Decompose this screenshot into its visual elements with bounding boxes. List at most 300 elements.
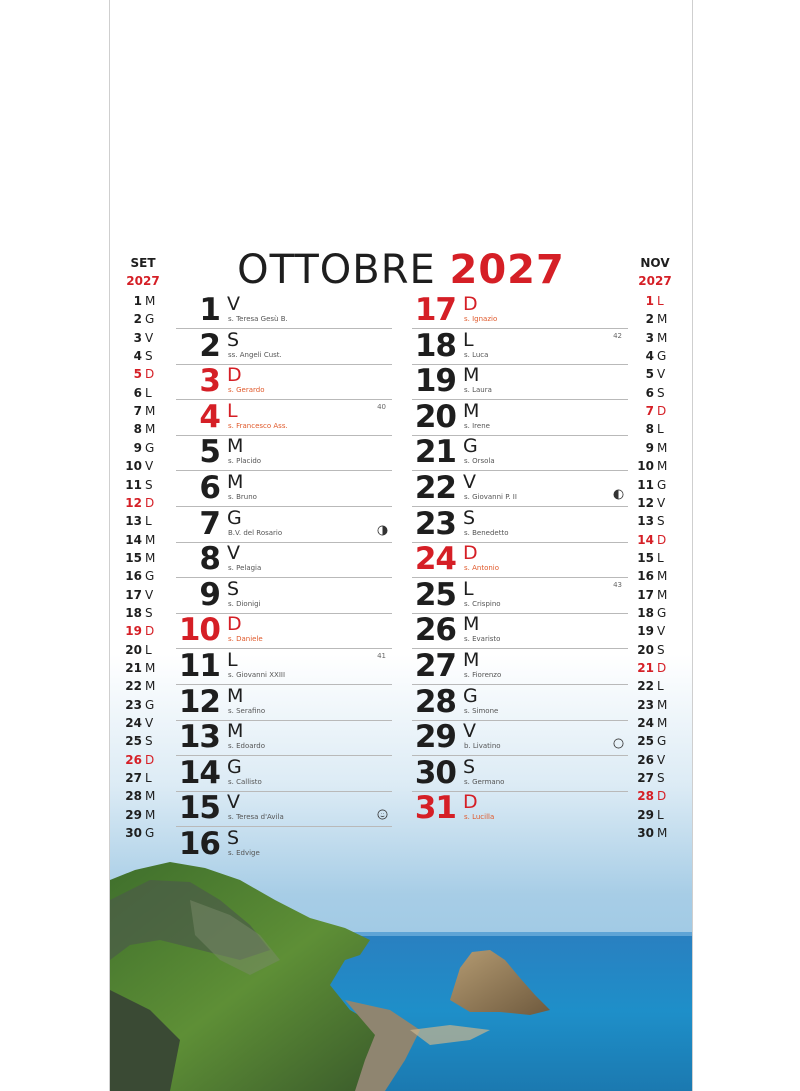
- moon-phase-icon: [613, 734, 624, 745]
- weekday-letter: M: [463, 399, 480, 422]
- day-row: [176, 719, 392, 756]
- saint-name: s. Evaristo: [464, 635, 501, 644]
- mini-day-row: [114, 533, 172, 551]
- day-number: 1: [199, 292, 220, 328]
- mini-day-row: [114, 294, 172, 312]
- mini-day-row: [626, 606, 684, 624]
- saint-name: s. Giovanni P. II: [464, 493, 517, 501]
- mini-weekday-letter: L: [145, 642, 152, 657]
- mini-day-number: 5: [133, 367, 142, 382]
- day-number: 16: [178, 826, 220, 862]
- saint-name: s. Antonio: [464, 564, 500, 573]
- saint-name: s. Ignazio: [464, 315, 498, 323]
- mini-day-number: 1: [645, 294, 654, 308]
- weekday-letter: L: [227, 399, 238, 422]
- mini-day-row: [114, 826, 172, 844]
- weekday-letter: M: [463, 613, 480, 636]
- mini-weekday-letter: S: [145, 477, 153, 492]
- mini-weekday-letter: G: [657, 605, 667, 620]
- previous-month-year: 2027: [126, 274, 160, 288]
- mini-day-row: [626, 349, 684, 367]
- day-row: [176, 328, 392, 365]
- mini-day-row: [114, 771, 172, 789]
- mini-day-number: 24: [637, 716, 654, 731]
- day-number: 21: [414, 434, 456, 471]
- day-row: [176, 399, 392, 436]
- mini-day-row: [114, 367, 172, 385]
- mini-day-number: 26: [125, 752, 142, 767]
- mini-day-number: 19: [637, 624, 654, 639]
- day-row: [412, 399, 628, 436]
- mini-day-row: [626, 514, 684, 532]
- mini-day-row: [626, 441, 684, 459]
- mini-day-number: 12: [125, 495, 142, 510]
- mini-weekday-letter: M: [145, 550, 156, 565]
- day-number: 7: [199, 505, 220, 542]
- mini-weekday-letter: L: [657, 679, 664, 694]
- mini-day-number: 7: [133, 404, 142, 419]
- day-row: [412, 434, 628, 471]
- mini-weekday-letter: V: [145, 716, 154, 731]
- mini-day-row: [114, 679, 172, 697]
- mini-day-row: [626, 569, 684, 587]
- week-number: 41: [377, 652, 386, 660]
- saint-name: s. Simone: [464, 706, 499, 715]
- saint-name: s. Dionigi: [228, 599, 261, 608]
- day-row: [176, 506, 392, 543]
- weekday-letter: S: [463, 506, 476, 529]
- saint-name: s. Giovanni XXIII: [228, 671, 286, 679]
- mini-day-number: 27: [125, 771, 142, 786]
- mini-day-number: 18: [125, 605, 142, 620]
- saint-name: s. Laura: [464, 386, 492, 395]
- mini-weekday-letter: V: [657, 624, 666, 639]
- mini-day-number: 15: [125, 550, 142, 565]
- mini-weekday-letter: L: [145, 771, 152, 786]
- moon-phase-icon: [377, 805, 388, 816]
- mini-day-row: [114, 643, 172, 661]
- mini-day-row: [626, 551, 684, 569]
- day-number: 18: [414, 327, 456, 364]
- mini-day-number: 28: [125, 789, 142, 804]
- mini-day-row: [114, 459, 172, 477]
- weekday-letter: M: [463, 364, 480, 387]
- mini-weekday-letter: L: [657, 550, 664, 565]
- mini-weekday-letter: M: [657, 587, 668, 602]
- mini-weekday-letter: M: [657, 826, 668, 841]
- mini-weekday-letter: V: [145, 587, 154, 602]
- saint-name: s. Teresa Gesù B.: [228, 315, 288, 323]
- mini-day-number: 25: [125, 734, 142, 749]
- mini-day-number: 9: [133, 440, 142, 455]
- mini-weekday-letter: M: [145, 422, 156, 437]
- weekday-letter: V: [463, 471, 476, 493]
- saint-name: s. Teresa d'Avila: [228, 813, 284, 822]
- mini-day-row: [626, 367, 684, 385]
- saint-name: s. Fiorenzo: [464, 671, 502, 679]
- saint-name: B.V. del Rosario: [228, 528, 283, 537]
- day-number: 5: [199, 434, 220, 471]
- mini-day-row: [626, 533, 684, 551]
- weekday-letter: D: [227, 613, 242, 636]
- mini-weekday-letter: D: [657, 532, 667, 547]
- saint-name: ss. Angeli Cust.: [228, 350, 282, 359]
- day-number: 31: [414, 790, 456, 827]
- mini-day-number: 8: [645, 422, 654, 437]
- saint-name: s. Edoardo: [228, 742, 266, 751]
- day-number: 11: [178, 648, 220, 684]
- saint-name: s. Crispino: [464, 599, 501, 608]
- mini-day-row: [626, 734, 684, 752]
- mini-day-number: 23: [125, 697, 142, 712]
- mini-day-row: [626, 331, 684, 349]
- weekday-letter: S: [463, 755, 476, 778]
- mini-weekday-letter: L: [657, 422, 664, 437]
- day-row: [176, 826, 392, 862]
- mini-weekday-letter: G: [145, 697, 155, 712]
- mini-weekday-letter: G: [145, 569, 155, 584]
- mini-day-row: [626, 459, 684, 477]
- mini-day-number: 21: [637, 661, 654, 675]
- mini-day-row: [626, 478, 684, 496]
- mini-day-number: 2: [133, 312, 142, 327]
- mini-day-row: [114, 349, 172, 367]
- day-number: 24: [414, 541, 456, 578]
- mini-day-row: [114, 386, 172, 404]
- saint-name: s. Germano: [464, 777, 505, 786]
- mini-weekday-letter: V: [657, 495, 666, 510]
- week-number: 40: [377, 402, 386, 411]
- weekday-letter: M: [227, 720, 244, 743]
- mini-day-number: 22: [125, 679, 142, 694]
- mini-day-number: 15: [637, 550, 654, 565]
- mini-day-number: 13: [125, 514, 142, 529]
- weekday-letter: L: [463, 577, 474, 600]
- mini-weekday-letter: M: [657, 716, 668, 731]
- mini-weekday-letter: S: [145, 734, 153, 749]
- mini-day-number: 14: [125, 532, 142, 547]
- mini-weekday-letter: L: [145, 514, 152, 529]
- mini-weekday-letter: M: [145, 294, 156, 308]
- mini-day-row: [626, 753, 684, 771]
- weekday-letter: V: [227, 542, 240, 565]
- day-row: [176, 292, 392, 329]
- mini-day-number: 20: [125, 642, 142, 657]
- weekday-letter: G: [463, 684, 478, 707]
- mini-day-number: 28: [637, 789, 654, 804]
- day-number: 15: [178, 790, 220, 827]
- next-month-name: NOV: [640, 256, 670, 270]
- mini-day-row: [626, 624, 684, 642]
- weekday-letter: L: [463, 328, 474, 351]
- mini-day-row: [114, 496, 172, 514]
- mini-weekday-letter: G: [145, 312, 155, 327]
- saint-name: s. Edvige: [228, 849, 260, 857]
- mini-weekday-letter: S: [657, 514, 665, 529]
- mini-day-row: [114, 716, 172, 734]
- mini-day-number: 5: [645, 367, 654, 382]
- day-row: [412, 506, 628, 543]
- moon-phase-icon: [613, 485, 624, 496]
- mini-weekday-letter: D: [145, 752, 155, 767]
- next-month-year: 2027: [638, 274, 672, 288]
- mini-day-row: [114, 404, 172, 422]
- mini-day-row: [626, 789, 684, 807]
- weekday-letter: S: [227, 577, 240, 600]
- saint-name: s. Daniele: [228, 635, 263, 644]
- mini-weekday-letter: D: [657, 661, 667, 675]
- mini-weekday-letter: D: [657, 404, 667, 419]
- mini-day-number: 19: [125, 624, 142, 639]
- day-row: [412, 790, 628, 826]
- saint-name: s. Bruno: [228, 493, 257, 501]
- mini-day-number: 18: [637, 605, 654, 620]
- day-number: 10: [178, 612, 220, 649]
- mini-weekday-letter: M: [657, 459, 668, 474]
- day-row: [412, 363, 628, 400]
- weekday-letter: G: [227, 506, 242, 529]
- mini-weekday-letter: M: [145, 532, 156, 547]
- day-number: 20: [414, 398, 456, 435]
- weekday-letter: D: [463, 293, 478, 315]
- saint-name: s. Francesco Ass.: [228, 421, 288, 430]
- mini-day-number: 26: [637, 752, 654, 767]
- mini-day-number: 29: [637, 807, 654, 822]
- mini-day-row: [626, 294, 684, 312]
- mini-weekday-letter: S: [657, 642, 665, 657]
- mini-weekday-letter: G: [657, 349, 667, 364]
- mini-day-number: 17: [125, 587, 142, 602]
- saint-name: s. Pelagia: [228, 564, 262, 573]
- mini-day-number: 13: [637, 514, 654, 529]
- mini-day-row: [114, 441, 172, 459]
- saint-name: s. Gerardo: [228, 386, 265, 395]
- mini-weekday-letter: M: [657, 569, 668, 584]
- day-row: [176, 434, 392, 471]
- mini-day-row: [114, 588, 172, 606]
- saint-name: s. Orsola: [464, 457, 495, 466]
- weekday-letter: G: [227, 755, 242, 778]
- month-name: OTTOBRE: [237, 247, 436, 293]
- day-number: 4: [199, 398, 220, 435]
- day-number: 13: [178, 719, 220, 756]
- mini-day-number: 22: [637, 679, 654, 694]
- weekday-letter: D: [463, 791, 478, 814]
- mini-day-row: [114, 698, 172, 716]
- mini-weekday-letter: L: [657, 807, 664, 822]
- mini-weekday-letter: L: [145, 385, 152, 400]
- mini-day-number: 16: [637, 569, 654, 584]
- weekday-letter: G: [463, 435, 478, 458]
- day-row: [412, 648, 628, 685]
- mini-weekday-letter: M: [145, 404, 156, 419]
- mini-day-row: [114, 422, 172, 440]
- mini-day-number: 4: [133, 349, 142, 364]
- day-number: 9: [199, 576, 220, 613]
- mini-day-number: 30: [637, 826, 654, 841]
- day-number: 27: [414, 648, 456, 684]
- saint-name: s. Callisto: [228, 777, 262, 786]
- day-number: 3: [199, 363, 220, 400]
- week-number: 43: [613, 580, 622, 589]
- mini-day-number: 17: [637, 587, 654, 602]
- mini-day-row: [626, 386, 684, 404]
- day-number: 14: [178, 754, 220, 791]
- month-year: 2027: [449, 247, 565, 293]
- mini-day-number: 11: [637, 477, 654, 492]
- day-row: [412, 755, 628, 792]
- day-number: 2: [199, 327, 220, 364]
- day-row: [176, 684, 392, 721]
- mini-weekday-letter: D: [145, 624, 155, 639]
- mini-day-number: 20: [637, 642, 654, 657]
- day-row: [176, 470, 392, 507]
- mini-weekday-letter: V: [657, 367, 666, 382]
- mini-day-row: [114, 478, 172, 496]
- mini-weekday-letter: D: [657, 789, 667, 804]
- day-number: 23: [414, 505, 456, 542]
- weekday-letter: D: [463, 542, 478, 565]
- day-number: 8: [199, 541, 220, 578]
- day-row: [412, 470, 628, 507]
- weekday-letter: S: [227, 328, 240, 351]
- day-number: 28: [414, 683, 456, 720]
- mini-day-row: [114, 569, 172, 587]
- mini-weekday-letter: D: [145, 495, 155, 510]
- moon-phase-icon: [377, 521, 388, 532]
- saint-name: s. Benedetto: [464, 528, 509, 537]
- day-row: [176, 363, 392, 400]
- mini-day-row: [626, 661, 684, 679]
- month-title: [110, 246, 692, 294]
- mini-weekday-letter: V: [145, 330, 154, 345]
- weekday-letter: L: [227, 649, 238, 671]
- mini-day-row: [114, 331, 172, 349]
- mini-day-row: [626, 771, 684, 789]
- mini-day-number: 1: [133, 294, 142, 308]
- saint-name: b. Livatino: [464, 742, 501, 751]
- day-row: [412, 719, 628, 756]
- mini-day-number: 4: [645, 349, 654, 364]
- mini-weekday-letter: G: [657, 477, 667, 492]
- day-row: [412, 612, 628, 649]
- mini-day-row: [626, 679, 684, 697]
- mini-day-number: 7: [645, 404, 654, 419]
- day-number: 29: [414, 719, 456, 756]
- day-row: [176, 577, 392, 614]
- mini-day-row: [626, 312, 684, 330]
- weekday-letter: S: [227, 827, 240, 849]
- mini-day-number: 16: [125, 569, 142, 584]
- mini-day-number: 21: [125, 661, 142, 675]
- day-number: 25: [414, 576, 456, 613]
- mini-weekday-letter: V: [657, 752, 666, 767]
- mini-day-number: 6: [645, 385, 654, 400]
- weekday-letter: M: [463, 649, 480, 671]
- weekday-letter: D: [227, 364, 242, 387]
- mini-day-row: [626, 808, 684, 826]
- saint-name: s. Luca: [464, 350, 489, 359]
- day-row: [176, 612, 392, 649]
- mini-weekday-letter: S: [145, 605, 153, 620]
- day-row: [412, 292, 628, 329]
- mini-day-row: [114, 606, 172, 624]
- day-row: [412, 684, 628, 721]
- day-row: [412, 328, 628, 365]
- mini-day-row: [626, 643, 684, 661]
- mini-day-number: 25: [637, 734, 654, 749]
- mini-weekday-letter: S: [657, 771, 665, 786]
- weekday-letter: M: [227, 471, 244, 493]
- mini-day-row: [114, 514, 172, 532]
- mini-weekday-letter: M: [145, 661, 156, 675]
- week-number: 42: [613, 331, 622, 340]
- mini-day-number: 8: [133, 422, 142, 437]
- calendar-sheet: [109, 0, 693, 1091]
- saint-name: s. Placido: [228, 457, 262, 466]
- mini-day-number: 3: [133, 330, 142, 345]
- day-number: 6: [199, 470, 220, 506]
- mini-day-row: [626, 422, 684, 440]
- mini-day-number: 14: [637, 532, 654, 547]
- mini-day-row: [626, 826, 684, 844]
- mini-day-number: 30: [125, 826, 142, 841]
- mini-weekday-letter: M: [145, 679, 156, 694]
- day-number: 17: [414, 292, 456, 328]
- day-row: [412, 541, 628, 578]
- mini-day-row: [626, 698, 684, 716]
- mini-day-row: [114, 551, 172, 569]
- saint-name: s. Irene: [464, 421, 490, 430]
- mini-day-number: 2: [645, 312, 654, 327]
- day-row: [176, 648, 392, 685]
- day-number: 12: [178, 683, 220, 720]
- weekday-letter: V: [227, 293, 240, 315]
- mini-day-row: [626, 496, 684, 514]
- mini-weekday-letter: G: [145, 440, 155, 455]
- mini-day-row: [626, 716, 684, 734]
- day-row: [412, 577, 628, 614]
- mini-day-number: 11: [125, 477, 142, 492]
- day-row: [176, 790, 392, 827]
- mini-day-row: [114, 624, 172, 642]
- mini-weekday-letter: M: [145, 807, 156, 822]
- saint-name: s. Serafino: [228, 706, 266, 715]
- mini-weekday-letter: G: [145, 826, 155, 841]
- weekday-letter: V: [227, 791, 240, 814]
- mini-day-number: 10: [125, 459, 142, 474]
- mini-day-row: [114, 789, 172, 807]
- mini-day-number: 23: [637, 697, 654, 712]
- day-number: 19: [414, 363, 456, 400]
- mini-day-row: [114, 734, 172, 752]
- mini-day-number: 29: [125, 807, 142, 822]
- mini-day-row: [114, 808, 172, 826]
- day-number: 26: [414, 612, 456, 649]
- mini-day-row: [626, 588, 684, 606]
- saint-name: s. Lucilla: [464, 813, 495, 822]
- mini-day-row: [114, 753, 172, 771]
- day-number: 30: [414, 754, 456, 791]
- mini-weekday-letter: M: [145, 789, 156, 804]
- mini-weekday-letter: M: [657, 312, 668, 327]
- mini-day-row: [114, 661, 172, 679]
- mini-day-number: 6: [133, 385, 142, 400]
- mini-weekday-letter: V: [145, 459, 154, 474]
- mini-day-number: 12: [637, 495, 654, 510]
- mini-weekday-letter: S: [657, 385, 665, 400]
- weekday-letter: V: [463, 720, 476, 743]
